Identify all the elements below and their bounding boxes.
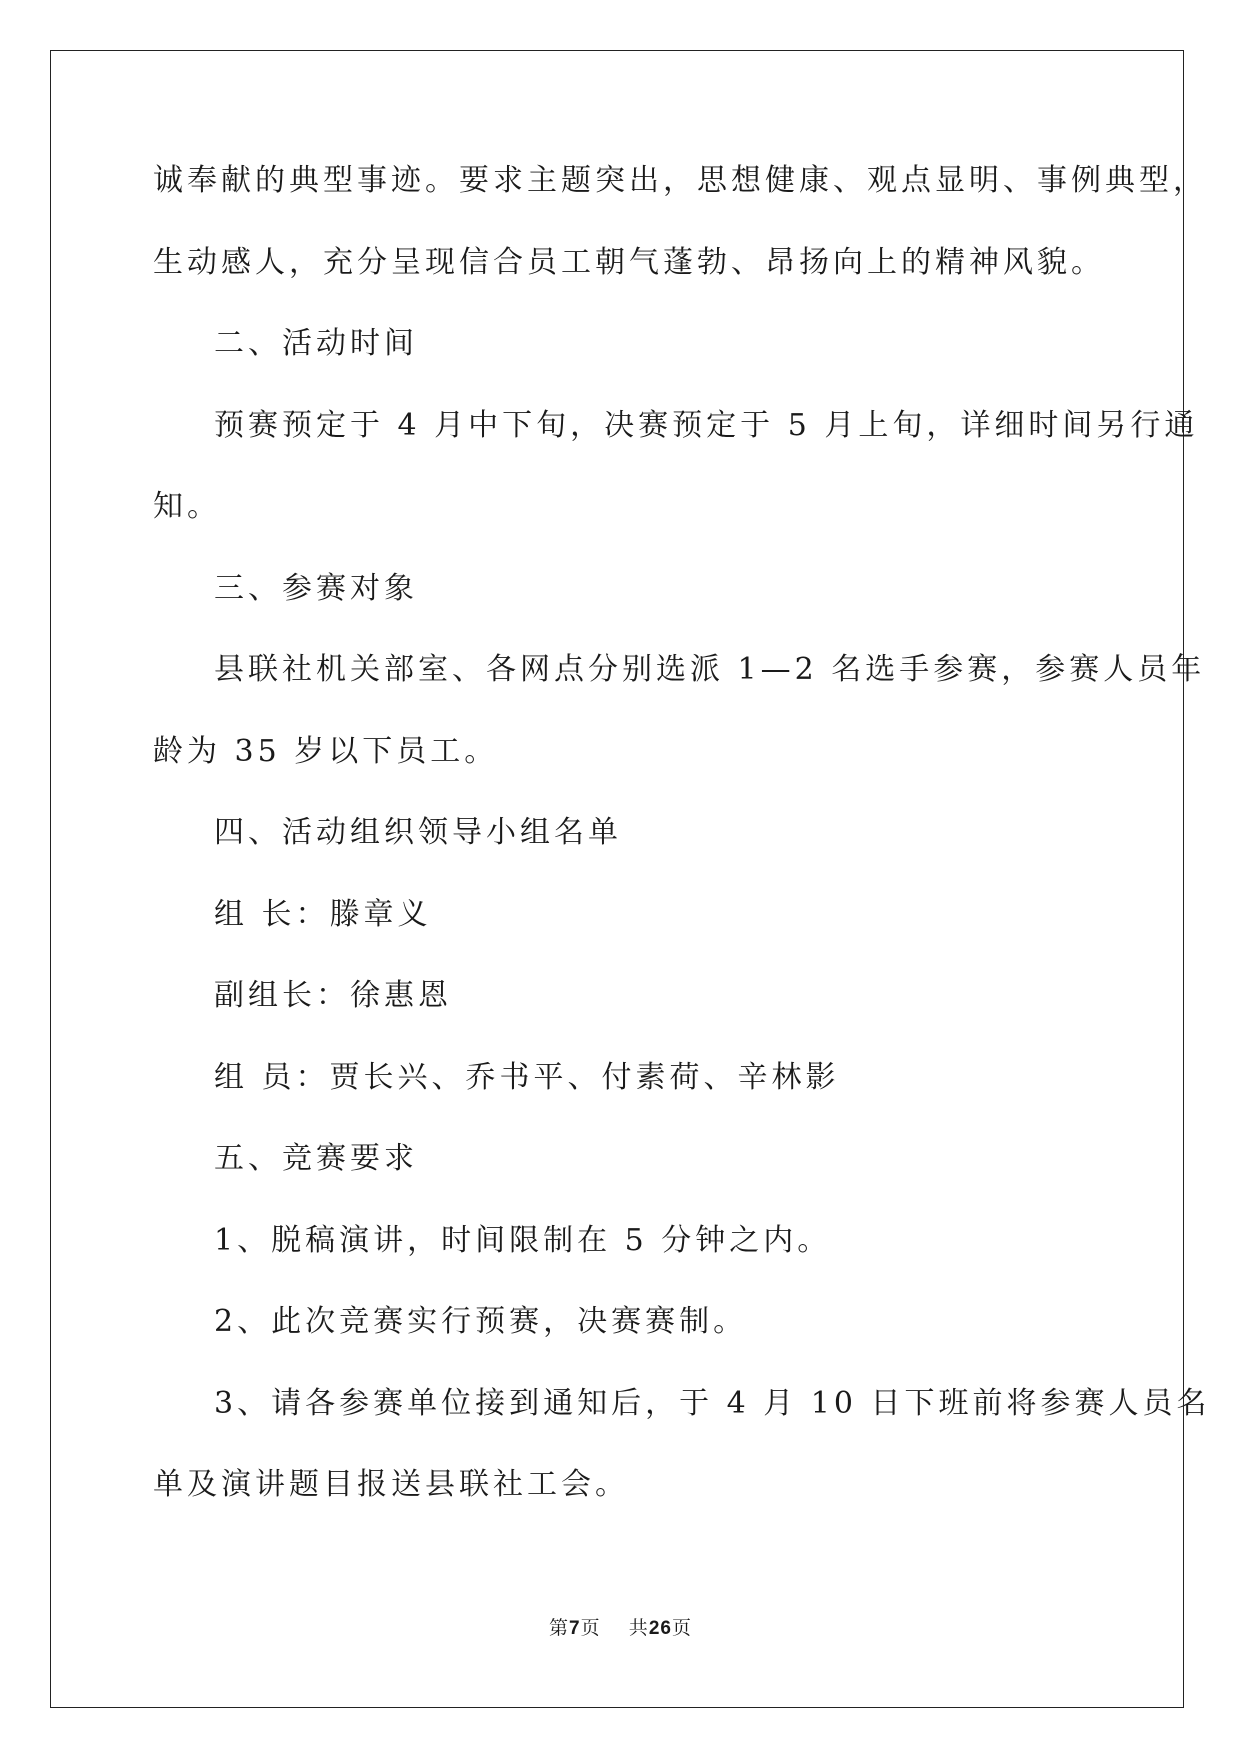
paragraph-line: 预赛预定于 4 月中下旬，决赛预定于 5 月上旬，详细时间另行通 <box>214 407 1199 443</box>
paragraph-line: 生动感人，充分呈现信合员工朝气蓬勃、昂扬向上的精神风貌。 <box>153 244 1105 280</box>
footer-total-suffix: 页 <box>671 1617 692 1639</box>
page-footer <box>0 1613 1241 1640</box>
section-heading-requirements: 五、竞赛要求 <box>214 1141 418 1176</box>
total-page-number: 26 <box>648 1618 672 1639</box>
current-page-number: 7 <box>569 1618 581 1639</box>
paragraph-line: 县联社机关部室、各网点分别选派 1—2 名选手参赛，参赛人员年 <box>214 652 1206 687</box>
paragraph-line: 知。 <box>153 489 221 524</box>
document-body <box>153 160 1211 1546</box>
requirement-item: 1、脱稿演讲，时间限制在 5 分钟之内。 <box>214 1222 832 1258</box>
requirement-item: 3、请各参赛单位接到通知后，于 4 月 10 日下班前将参赛人员名 <box>214 1385 1211 1421</box>
section-heading-participants: 三、参赛对象 <box>214 570 418 606</box>
section-heading-time: 二、活动时间 <box>214 326 418 361</box>
members-line: 组 员：贾长兴、乔书平、付素荷、辛林影 <box>214 1059 840 1095</box>
paragraph-line: 诚奉献的典型事迹。要求主题突出，思想健康、观点显明、事例典型， <box>153 163 1207 198</box>
footer-page-word: 页 <box>580 1617 601 1639</box>
deputy-leader-line: 副组长：徐惠恩 <box>214 978 452 1013</box>
requirement-item: 2、此次竞赛实行预赛，决赛赛制。 <box>214 1304 748 1339</box>
leader-line: 组 长：滕章义 <box>214 896 432 932</box>
paragraph-line: 龄为 35 岁以下员工。 <box>153 733 499 769</box>
paragraph-line: 单及演讲题目报送县联社工会。 <box>153 1467 629 1502</box>
section-heading-leadership: 四、活动组织领导小组名单 <box>214 815 622 850</box>
footer-prefix: 第 <box>549 1617 570 1639</box>
footer-total-prefix: 共 <box>628 1617 649 1639</box>
